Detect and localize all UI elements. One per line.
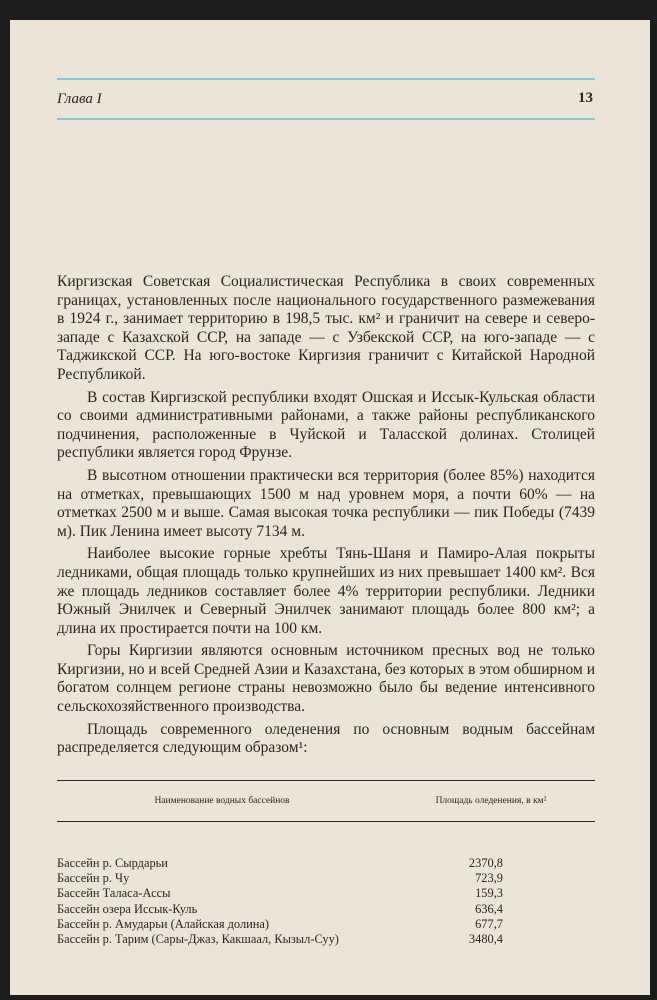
- body-text: [57, 273, 595, 762]
- basin-name: Бассейн р. Тарим (Сары-Джаз, Какшаал, Кызыл-Суу): [57, 932, 339, 947]
- paragraph: Горы Киргизии являются основным источником пресных вод не только Киргизии, но и всей Средней Азии и Казахстана, без которых в этом обширном и богатом солнцем регионе страны невозможно было бы ведение интенсивного сельскохозяйственного производства.: [57, 642, 595, 716]
- glacier-area: 2370,8: [468, 856, 503, 870]
- paragraph: Киргизская Советская Социалистическая Республика в своих современных границах, установленных после национального государственного размежевания в 1924 г., занимает территорию в 198,5 тыс. км² и граничит на севере и северо-западе с Казахской ССР, на западе — с Узбекской ССР, на юго-западе — с Таджикской ССР. На юго-востоке Киргизия граничит с Китайской Народной Республикой.: [57, 273, 595, 383]
- glacier-area: 636,4: [475, 901, 503, 916]
- basin-name: Бассейн р. Амударьи (Алайская долина): [57, 916, 270, 931]
- glaciation-table: [57, 780, 595, 947]
- paragraph: Площадь современного оледенения по основным водным бассейнам распределяется следующим образом¹:: [57, 720, 595, 757]
- glacier-area: 723,9: [475, 871, 503, 886]
- column-header-basin: Наименование водных бассейнов: [154, 795, 290, 806]
- basin-name: Бассейн Таласа-Ассы: [57, 886, 171, 901]
- glacier-area: 159,3: [475, 886, 503, 901]
- running-head: [57, 88, 595, 112]
- header-rule-top: [57, 78, 595, 80]
- table-row: [57, 871, 595, 885]
- glacier-area: 3480,4: [468, 932, 503, 947]
- table-row: [57, 886, 595, 900]
- book-page: [10, 20, 650, 995]
- column-header-area: Площадь оледенения, в км²: [435, 795, 547, 806]
- table-row: [57, 902, 595, 916]
- page-number: 13: [578, 90, 593, 106]
- header-rule-bottom: [57, 118, 595, 120]
- paragraph: В высотном отношении практически вся территория (более 85%) находится на отметках, превышающих 1500 м над уровнем моря, а почти 60% — на отметках 2500 м и выше. Самая высокая точка республики — пик Победы (7439 м). Пик Ленина имеет высоту 7134 м.: [57, 466, 595, 540]
- table-row: [57, 932, 595, 946]
- basin-name: Бассейн озера Иссык-Куль: [57, 901, 198, 916]
- glacier-area: 677,7: [475, 916, 503, 931]
- basin-name: Бассейн р. Сырдарьи: [57, 856, 168, 870]
- table-header: [57, 781, 595, 821]
- chapter-title: Глава I: [57, 91, 102, 107]
- paragraph: Наиболее высокие горные хребты Тянь-Шаня и Памиро-Алая покрыты ледниками, общая площадь только крупнейших из них превышает 1400 км². Вся же площадь ледников составляет более 4% территории республики. Ледники Южный Энилчек и Северный Энилчек занимают площадь более 800 км²; а длина их простирается почти на 100 км.: [57, 545, 595, 637]
- basin-name: Бассейн р. Чу: [57, 871, 130, 886]
- table-row: [57, 917, 595, 931]
- paragraph: В состав Киргизской республики входят Ошская и Иссык-Кульская области со своими административными районами, а также районы республиканского подчинения, расположенные в Чуйской и Таласской долинах. Столицей республики является город Фрунзе.: [57, 388, 595, 462]
- table-body: [57, 822, 595, 946]
- table-row: [57, 856, 595, 870]
